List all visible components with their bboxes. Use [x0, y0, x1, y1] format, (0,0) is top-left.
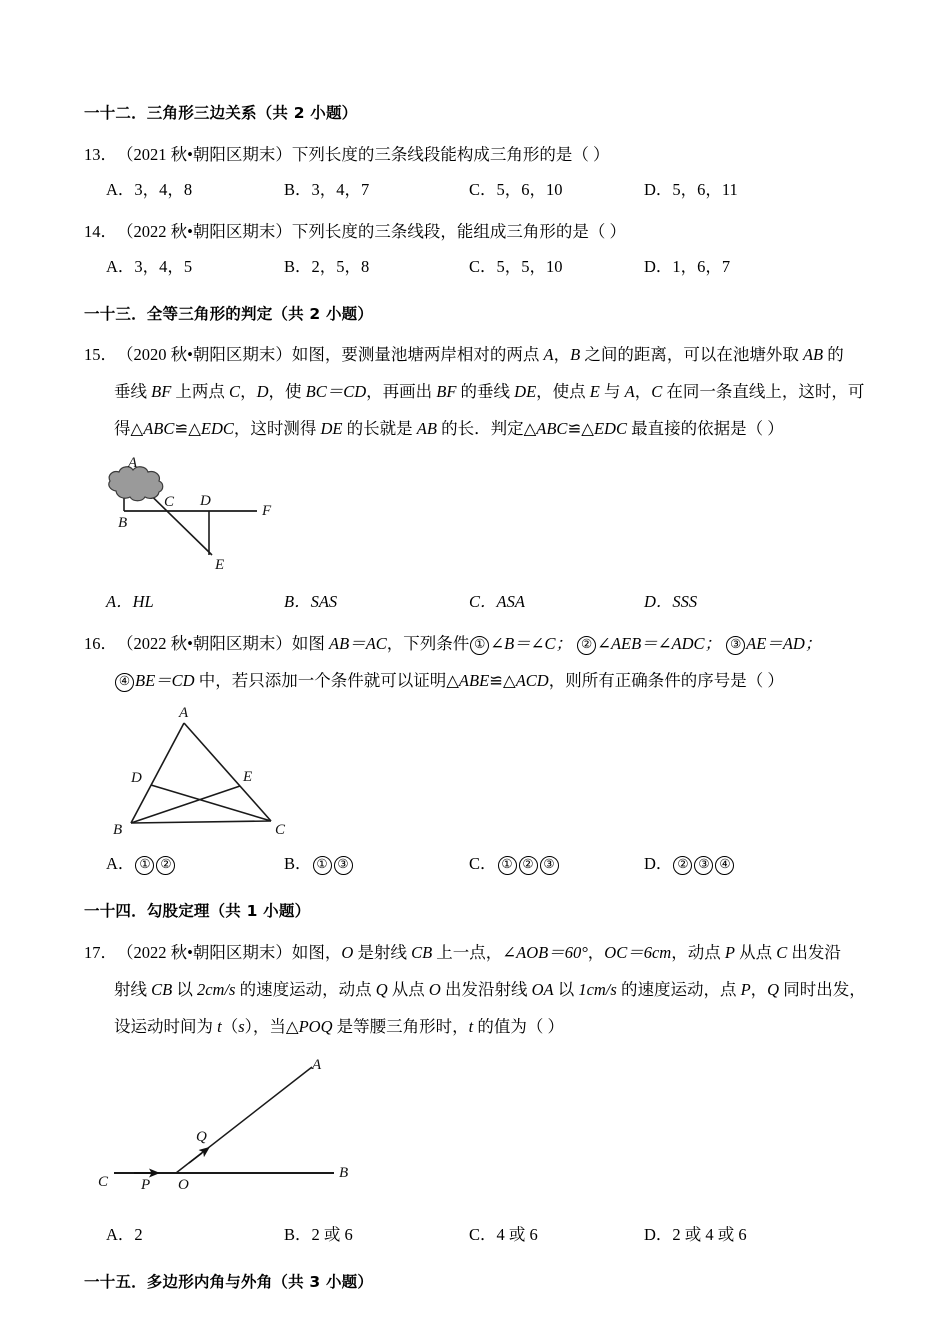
q17-t1: 如图，	[291, 942, 342, 962]
question-17-options	[84, 1218, 874, 1252]
q17-t9: 以	[172, 979, 197, 999]
section-header-15: 一十五．多边形内角与外角（共 3 小题）	[84, 1272, 374, 1291]
q17-t19: ），当△	[244, 1016, 299, 1036]
q15-cong2: ≌△	[567, 419, 594, 439]
label-d: D	[200, 493, 211, 510]
q15-t5: 垂线	[114, 382, 152, 402]
question-15-number: 15．	[84, 345, 117, 365]
q17-t2: 是射线	[353, 942, 412, 962]
question-14-text: 下列长度的三条线段，能组成三角形的是（ ）	[291, 221, 627, 241]
question-15-stem-line2	[84, 373, 874, 410]
q17-var-oa: OA	[531, 979, 554, 999]
question-15-options	[84, 585, 874, 619]
q16-t4: ，则所有正确条件的序号是（ ）	[548, 671, 784, 691]
triangle-abc-diagram	[109, 703, 319, 838]
q17-var-o2: O	[428, 979, 441, 999]
q15-t7: ，	[240, 382, 257, 402]
label-o: O	[178, 1176, 189, 1193]
q17-t17: 设运动时间为	[114, 1016, 218, 1036]
q17-var-p2: P	[740, 979, 751, 999]
q17-var-t2: t	[468, 1016, 474, 1036]
question-14-source: （2022 秋•朝阳区期末）	[117, 221, 292, 241]
option-b[interactable]: B．2，5，8	[284, 256, 370, 276]
option-b[interactable]	[284, 847, 469, 881]
page-content	[84, 104, 874, 1304]
q15-t19: 最直接的依据是（ ）	[626, 419, 784, 439]
q16-cond-2: ∠AEB＝∠ADC；	[597, 634, 722, 654]
option-c[interactable]	[469, 847, 644, 881]
q17-t8: 射线	[114, 979, 152, 999]
question-15-stem-line1	[84, 336, 874, 373]
q15-t6: 上两点	[171, 382, 230, 402]
question-16-stem-line1	[84, 625, 874, 662]
q15-t17: 的长就是	[342, 419, 417, 439]
q15-var-de: DE	[514, 382, 537, 402]
q15-t10: 的垂线	[456, 382, 515, 402]
q15-eq-bccd: BC＝CD	[305, 382, 367, 402]
question-13	[84, 136, 874, 207]
q15-t8: ，使	[268, 382, 306, 402]
label-b: B	[339, 1164, 349, 1181]
option-a[interactable]: A．3，4，5	[106, 256, 193, 276]
question-16	[84, 625, 874, 881]
q17-var-c: C	[776, 942, 788, 962]
label-d: D	[131, 770, 142, 787]
q15-tri-abc2: ABC	[536, 419, 568, 439]
circled-number-2: ②	[577, 636, 596, 655]
question-17-stem-line2	[84, 971, 874, 1008]
circled-number: ②	[156, 856, 175, 875]
q16-t1: 如图	[291, 634, 330, 654]
option-c[interactable]: C．5，6，10	[469, 179, 563, 199]
question-13-source: （2021 秋•朝阳区期末）	[117, 144, 292, 164]
section-header-14: 一十四．勾股定理（共 1 小题）	[84, 902, 311, 921]
circled-number-3: ③	[726, 636, 745, 655]
q17-var-q2: Q	[767, 979, 780, 999]
q17-var-s: s	[238, 1016, 245, 1036]
label-b: B	[113, 822, 123, 839]
q15-var-d: D	[256, 382, 269, 402]
q16-t2: ，下列条件	[386, 634, 470, 654]
q17-t6: 从点	[734, 942, 777, 962]
circled-number: ②	[673, 856, 692, 875]
q15-t15: 得△	[114, 419, 144, 439]
option-a[interactable]	[106, 847, 284, 881]
q16-cond-1: ∠B＝∠C；	[490, 634, 573, 654]
question-17-number: 17．	[84, 942, 117, 962]
label-f: F	[262, 503, 272, 520]
question-13-text: 下列长度的三条线段能构成三角形的是（ ）	[291, 144, 610, 164]
question-15-figure	[84, 451, 874, 581]
option-b[interactable]: B．2 或 6	[284, 1224, 353, 1244]
question-16-source: （2022 秋•朝阳区期末）	[117, 634, 292, 654]
q17-var-cb: CB	[411, 942, 433, 962]
q15-tri-edc: EDC	[200, 419, 234, 439]
option-a-letter: A．	[106, 854, 135, 874]
q17-oc-length: OC＝6cm	[604, 942, 672, 962]
circled-number: ①	[313, 856, 332, 875]
question-17-stem-line1	[84, 934, 874, 971]
option-d[interactable]: D．1，6，7	[644, 256, 731, 276]
question-13-number: 13．	[84, 144, 117, 164]
q17-t16: 同时出发，	[779, 979, 866, 999]
option-c-letter: C．	[469, 854, 497, 874]
circled-number-1: ①	[470, 636, 489, 655]
option-b[interactable]: B．3，4，7	[284, 179, 370, 199]
q15-t16: ，这时测得	[233, 419, 321, 439]
q15-var-b: B	[570, 345, 581, 365]
circled-number-4: ④	[115, 673, 134, 692]
question-15	[84, 336, 874, 619]
q17-t21: 的值为（ ）	[473, 1016, 564, 1036]
q15-t2: ，	[553, 345, 571, 365]
question-17-stem-line3	[84, 1008, 874, 1045]
question-15-stem-line3	[84, 410, 874, 447]
q17-t5: ，动点	[671, 942, 725, 962]
question-17-source: （2022 秋•朝阳区期末）	[117, 942, 292, 962]
label-q: Q	[196, 1128, 207, 1145]
question-14-stem	[84, 213, 874, 250]
q17-t3: 上一点，	[432, 942, 503, 962]
q17-var-t: t	[217, 1016, 222, 1036]
q15-var-bf: BF	[151, 382, 172, 402]
q15-var-c2: C	[651, 382, 663, 402]
q15-t18: 的长．判定△	[436, 419, 537, 439]
q16-cong: ≌△	[489, 671, 516, 691]
q15-var-a2: A	[624, 382, 635, 402]
q16-tri-acd: ACD	[515, 671, 549, 691]
q15-var-e: E	[589, 382, 600, 402]
q15-t12: 与	[599, 382, 625, 402]
q15-t1: 如图，要测量池塘两岸相对的两点	[291, 345, 544, 365]
section-header-12: 一十二．三角形三边关系（共 2 小题）	[84, 104, 358, 122]
q17-t18: （	[221, 1016, 239, 1036]
label-p: P	[141, 1176, 151, 1193]
question-16-stem-line2	[84, 662, 874, 699]
option-b-letter: B．	[284, 854, 312, 874]
q17-tri-poq: POQ	[298, 1016, 333, 1036]
label-c: C	[275, 822, 286, 839]
option-a[interactable]: A．2	[106, 1224, 143, 1244]
q17-var-cb2: CB	[151, 979, 173, 999]
question-14-number: 14．	[84, 221, 117, 241]
q15-t14: 在同一条直线上，这时，可	[662, 382, 865, 402]
q15-t4: 的	[823, 345, 844, 365]
q17-t20: 是等腰三角形时，	[332, 1016, 469, 1036]
option-d[interactable]	[644, 847, 735, 881]
q16-eq-abac: AB＝AC	[329, 634, 387, 654]
option-d[interactable]: D．SSS	[644, 592, 698, 612]
option-a[interactable]: A．3，4，8	[106, 179, 193, 199]
option-d[interactable]: D．2 或 4 或 6	[644, 1224, 747, 1244]
q15-cong: ≌△	[174, 419, 201, 439]
label-b: B	[118, 515, 128, 532]
section-header-13: 一十三．全等三角形的判定（共 2 小题）	[84, 304, 374, 323]
q15-t9: ，再画出	[366, 382, 437, 402]
q17-t13: 以	[553, 979, 579, 999]
q17-var-p: P	[724, 942, 735, 962]
label-e: E	[243, 769, 253, 786]
question-14	[84, 213, 874, 284]
question-16-options	[84, 847, 874, 881]
label-c: C	[164, 494, 175, 511]
q15-tri-edc2: EDC	[593, 419, 627, 439]
q17-speed-q: 1cm/s	[578, 979, 617, 999]
q17-speed-p: 2cm/s	[196, 979, 236, 999]
q15-t11: ，使点	[536, 382, 590, 402]
label-a: A	[312, 1056, 322, 1073]
q15-var-de2: DE	[320, 419, 343, 439]
q17-t4: ，	[587, 942, 605, 962]
circled-number: ④	[715, 856, 734, 875]
q15-var-c: C	[229, 382, 241, 402]
q17-angle-aob: ∠AOB＝60°	[502, 942, 588, 962]
ray-angle-diagram	[94, 1049, 394, 1209]
q17-var-o: O	[341, 942, 354, 962]
q15-var-a: A	[543, 345, 554, 365]
question-13-stem	[84, 136, 874, 173]
question-14-options	[84, 250, 874, 284]
q15-tri-abc: ABC	[143, 419, 175, 439]
line-bc	[131, 821, 271, 823]
option-c[interactable]: C．5，5，10	[469, 256, 563, 276]
q15-var-ab: AB	[802, 345, 824, 365]
circled-number: ③	[694, 856, 713, 875]
label-a: A	[179, 705, 189, 722]
q17-t15: ，	[750, 979, 768, 999]
label-c: C	[98, 1173, 109, 1190]
option-c[interactable]: C．4 或 6	[469, 1224, 538, 1244]
circled-number: ①	[135, 856, 154, 875]
label-e: E	[215, 557, 225, 574]
circled-number: ②	[519, 856, 538, 875]
question-16-number: 16．	[84, 634, 117, 654]
option-a[interactable]: A．HL	[106, 592, 154, 612]
q16-tri-abe: ABE	[458, 671, 490, 691]
question-13-options	[84, 173, 874, 207]
line-dc	[151, 785, 271, 821]
q16-cond-4: BE＝CD	[135, 671, 195, 691]
q15-var-bf2: BF	[436, 382, 457, 402]
pond-measurement-diagram	[102, 451, 302, 576]
q16-t3: 中，若只添加一个条件就可以证明△	[194, 671, 459, 691]
pond-cloud-icon	[109, 467, 163, 501]
circled-number: ③	[540, 856, 559, 875]
q17-t10: 的速度运动，动点	[235, 979, 376, 999]
q17-t14: 的速度运动，点	[616, 979, 741, 999]
q16-cond-3: AE＝AD；	[746, 634, 822, 654]
arrow-q	[189, 1153, 202, 1163]
q15-t3: 之间的距离，可以在池塘外取	[580, 345, 803, 365]
question-17	[84, 934, 874, 1252]
circled-number: ③	[334, 856, 353, 875]
question-16-figure	[84, 703, 874, 843]
label-a: A	[128, 455, 138, 472]
q17-t7: 出发沿	[787, 942, 841, 962]
question-15-source: （2020 秋•朝阳区期末）	[117, 345, 292, 365]
q15-t13: ，	[634, 382, 652, 402]
q17-t12: 出发沿射线	[440, 979, 532, 999]
q17-t11: 从点	[387, 979, 429, 999]
option-d[interactable]: D．5，6，11	[644, 179, 738, 199]
line-ac	[184, 723, 271, 821]
option-d-letter: D．	[644, 854, 673, 874]
question-17-figure	[84, 1049, 874, 1214]
q17-var-q: Q	[375, 979, 388, 999]
q15-var-ab2: AB	[416, 419, 437, 439]
option-c[interactable]: C．ASA	[469, 592, 525, 612]
option-b[interactable]: B．SAS	[284, 592, 338, 612]
circled-number: ①	[498, 856, 517, 875]
